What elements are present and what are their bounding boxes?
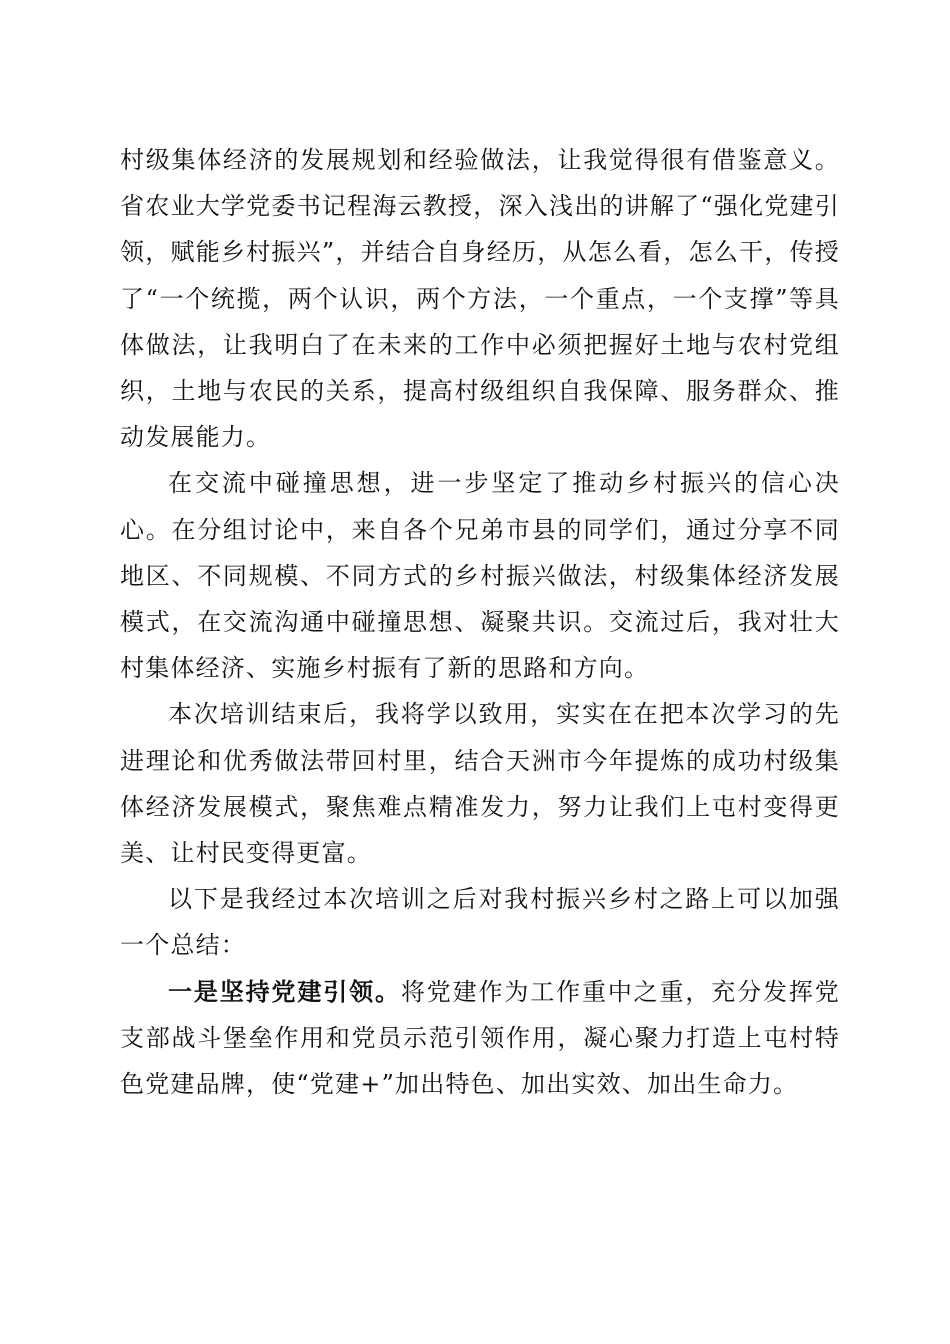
paragraph-apply-learning	[120, 691, 840, 876]
document-body	[120, 137, 840, 1107]
paragraph-text: 村级集体经济的发展规划和经验做法，让我觉得很有借鉴意义。省农业大学党委书记程海云教授，深入浅出的讲解了“强化党建引领，赋能乡村振兴”，并结合自身经历，从怎么看，怎么干，传授了“一个统揽，两个认识，两个方法，一个重点，一个支撑”等具体做法，让我明白了在未来的工作中必须把握好土地与农村党组织，土地与农民的关系，提高村级组织自我保障、服务群众、推动发展能力。	[120, 146, 840, 452]
paragraph-text: 本次培训结束后，我将学以致用，实实在在把本次学习的先进理论和优秀做法带回村里，结合天洲市今年提炼的成功村级集体经济发展模式，聚焦难点精准发力，努力让我们上屯村变得更美、让村民变得更富。	[120, 700, 840, 868]
paragraph-training-insights	[120, 137, 840, 460]
paragraph-summary-intro	[120, 876, 840, 968]
paragraph-text: 在交流中碰撞思想，进一步坚定了推动乡村振兴的信心决心。在分组讨论中，来自各个兄弟市县的同学们，通过分享不同地区、不同规模、不同方式的乡村振兴做法，村级集体经济发展模式，在交流沟通中碰撞思想、凝聚共识。交流过后，我对壮大村集体经济、实施乡村振有了新的思路和方向。	[120, 469, 840, 683]
paragraph-text: 将党建作为工作重中之重，充分发挥党支部战斗堡垒作用和党员示范引领作用，凝心聚力打造上屯村特色党建品牌，使“党建+”加出特色、加出实效、加出生命力。	[120, 977, 840, 1099]
paragraph-text: 以下是我经过本次培训之后对我村振兴乡村之路上可以加强一个总结：	[120, 885, 840, 960]
paragraph-lead-heading: 一是坚持党建引领。	[168, 976, 401, 1006]
paragraph-party-building	[120, 969, 840, 1108]
paragraph-exchange-discussion	[120, 460, 840, 691]
